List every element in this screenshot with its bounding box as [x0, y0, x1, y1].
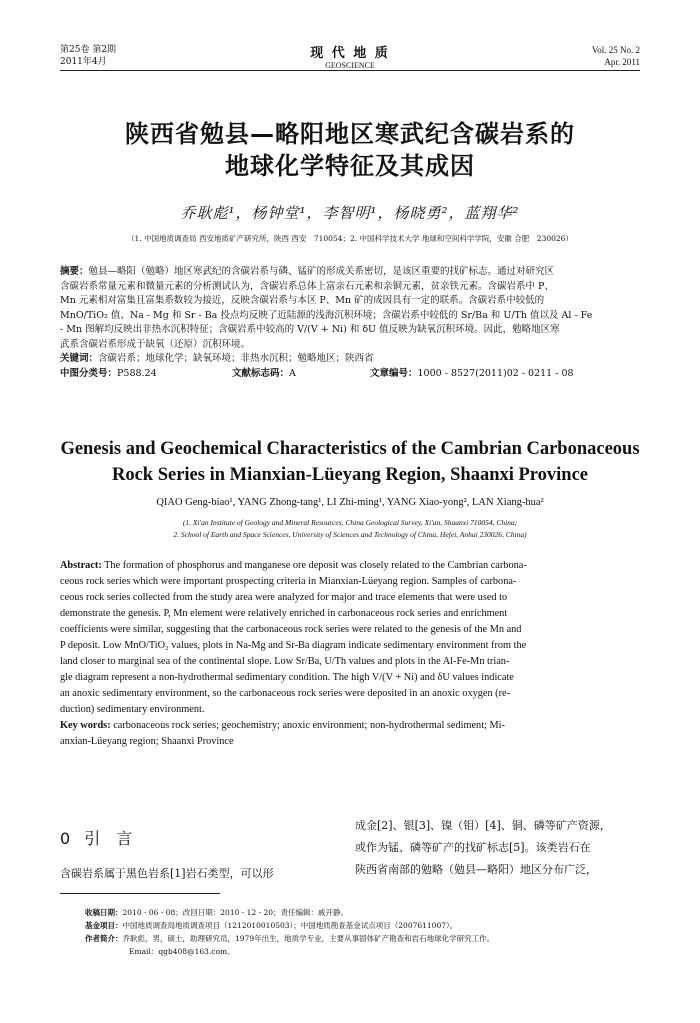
author-bio-label: 作者简介： — [85, 934, 123, 943]
keywords-en-line: carbonaceous rock series; geochemistry; anoxic environment; non-hydrothermal sediment; Mi- — [113, 720, 505, 731]
author-bio-text: 乔耿彪，男，硕士，助理研究员，1979年出生，地质学专业，主要从事固体矿产勘查和岩石地球化学研究工作。 — [122, 934, 495, 943]
header-right — [540, 44, 640, 68]
abstract-cn — [60, 265, 645, 382]
date-en: Apr. 2011 — [604, 57, 640, 67]
keywords-cn-text: 含碳岩系；地球化学；缺氧环境；非热水沉积；勉略地区；陕西省 — [98, 353, 374, 364]
title-cn — [60, 118, 640, 182]
date-cn: 2011年4月 — [60, 57, 107, 67]
affiliation-en — [60, 517, 640, 541]
volume-en: Vol. 25 No. 2 — [591, 45, 640, 55]
title-cn-line-2: 地球化学特征及其成因 — [225, 152, 475, 180]
abstract-en — [60, 558, 645, 750]
abstract-en-line: P deposit. Low MnO/TiO₂ values, plots in Na-Mg and Sr-Ba diagram indicate sedimentary environment from the — [60, 640, 527, 651]
received-text: 2010 - 06 - 08；改回日期：2010 - 12 - 20；责任编辑：戚开静。 — [122, 908, 349, 917]
abstract-cn-line: 武系含碳岩系形成于缺氧（还原）沉积环境。 — [60, 338, 251, 350]
abstract-en-line: land closer to marginal sea of the continental slope. Low Sr/Ba, U/Th values and plots in the Al-Fe-Mn trian- — [60, 656, 510, 667]
authors-cn: 乔耿彪¹，杨钟堂¹，李智明¹，杨晓勇²，蓝翔华² — [180, 204, 520, 222]
funding-text: 中国地质调查局地质调查项目（1212010010503）；中国地质勘查基金试点项目（2007611007）。 — [122, 921, 458, 930]
abstract-en-line: an anoxic sedimentary environment, so the carbonaceous rock series were deposited in an anoxic oxygen (re- — [60, 688, 511, 699]
header-left — [60, 44, 116, 68]
title-en — [50, 436, 650, 488]
journal-name-en: GEOSCIENCE — [325, 61, 375, 70]
article-no-label: 文章编号： — [370, 367, 418, 379]
body-right-line: 或作为锰、磷等矿产的找矿标志[5]。该类岩石在 — [355, 841, 591, 854]
affiliation-en-line: 2. School of Earth and Space Sciences, University of Sciences and Technology of China, Hefei, Anhui 230026, China) — [173, 530, 527, 539]
body-right-line: 陕西省南部的勉略（勉县—略阳）地区分布广泛， — [355, 863, 597, 876]
abstract-en-line: gle diagram represent a non-hydrothermal sedimentary condition. The high V/(V + Ni) and δU values indicate — [60, 672, 514, 683]
classification-row — [60, 367, 645, 382]
keywords-en-line: anxian-Lüeyang region; Shaanxi Province — [60, 736, 234, 747]
authors-en: QIAO Geng-biao¹, YANG Zhong-tang¹, LI Zhi-ming¹, YANG Xiao-yong², LAN Xiang-hua² — [156, 497, 544, 508]
author-email: Email：qgb408@163.com。 — [129, 947, 235, 956]
abstract-cn-line: - Mn 图解均反映出非热水沉积特征；含碳岩系中较高的 V/(V + Ni) 和 δU 值反映为缺氧沉积环境。因此，勉略地区寒 — [60, 324, 560, 335]
volume-cn: 第25卷 第2期 — [60, 45, 117, 55]
affiliation-en-line: (1. Xi'an Institute of Geology and Mineral Resources, China Geological Survey, Xi'an, Shaanxi 710054, China; — [182, 518, 518, 527]
funding-label: 基金项目： — [85, 921, 123, 930]
section-title: 引 言 — [84, 829, 133, 848]
abstract-cn-label: 摘要： — [60, 266, 89, 277]
keywords-cn-label: 关键词： — [60, 353, 99, 364]
footnotes — [85, 906, 645, 958]
abstract-en-line: ceous rock series collected from the study area were analyzed for major and trace elements that were used to — [60, 592, 508, 603]
footnote-rule — [60, 893, 220, 894]
journal-name-cn: 现 代 地 质 — [310, 46, 390, 61]
body-left-column: 含碳岩系属于黑色岩系[1]岩石类型，可以形 — [60, 867, 274, 880]
title-en-line-2: Rock Series in Mianxian-Lüeyang Region, Shaanxi Province — [111, 465, 589, 485]
article-no-value: 1000 - 8527(2011)02 - 0211 - 08 — [417, 367, 574, 379]
abstract-en-line: demonstrate the genesis. P, Mn element were relatively enriched in carbonaceous rock series and enrichment — [60, 608, 508, 619]
keywords-en-label: Key words: — [60, 720, 111, 731]
title-cn-line-1: 陕西省勉县—略阳地区寒武纪含碳岩系的 — [125, 120, 575, 148]
abstract-en-label: Abstract: — [60, 560, 102, 571]
doc-code-label: 文献标志码： — [232, 367, 290, 379]
abstract-cn-line: 勉县—略阳（勉略）地区寒武纪的含碳岩系与磷、锰矿的形成关系密切，是该区重要的找矿标志。通过对研究区 — [88, 266, 555, 277]
abstract-en-line: duction) sedimentary environment. — [60, 704, 205, 715]
body-right-column — [355, 815, 645, 881]
abstract-en-line: ceous rock series which were important prospecting criteria in Mianxian-Lüeyang region. Samples of carbona- — [60, 576, 517, 587]
abstract-cn-line: Mn 元素相对富集且富集系数较为接近，反映含碳岩系与本区 P、Mn 矿的成因具有一定的联系。含碳岩系中较低的 — [60, 295, 545, 306]
title-en-line-1: Genesis and Geochemical Characteristics of the Cambrian Carbonaceous — [60, 439, 640, 459]
header-rule — [60, 70, 640, 71]
section-number: 0 — [60, 829, 71, 848]
section-heading — [60, 826, 340, 849]
abstract-en-line: coefficients were similar, suggesting that the carbonaceous rock series were related to the genesis of the Mn and — [60, 624, 522, 635]
abstract-cn-line: MnO/TiO₂ 值、Na - Mg 和 Sr - Ba 投点均反映了近陆源的浅海沉积环境；含碳岩系中较低的 Sr/Ba 和 U/Th 值以及 Al - Fe — [60, 309, 593, 321]
clc-value: P588.24 — [117, 367, 157, 379]
affiliation-cn: （1. 中国地质调查局 西安地质矿产研究所，陕西 西安 710054；2. 中国科学技术大学 地球和空间科学学院，安徽 合肥 230026） — [127, 234, 573, 243]
abstract-en-line: The formation of phosphorus and manganese ore deposit was closely related to the Cambrian carbona- — [104, 560, 527, 571]
abstract-cn-line: 含碳岩系常量元素和微量元素的分析测试认为，含碳岩系总体上富亲石元素和亲铜元素，贫亲铁元素。含碳岩系中 P、 — [60, 280, 554, 292]
header-center — [250, 42, 450, 70]
received-label: 收稿日期： — [85, 908, 123, 917]
body-right-line: 成金[2]、银[3]、镍（钼）[4]、铜、磷等矿产资源， — [355, 819, 611, 832]
clc-label: 中图分类号： — [60, 367, 118, 379]
doc-code-value: A — [289, 367, 296, 379]
